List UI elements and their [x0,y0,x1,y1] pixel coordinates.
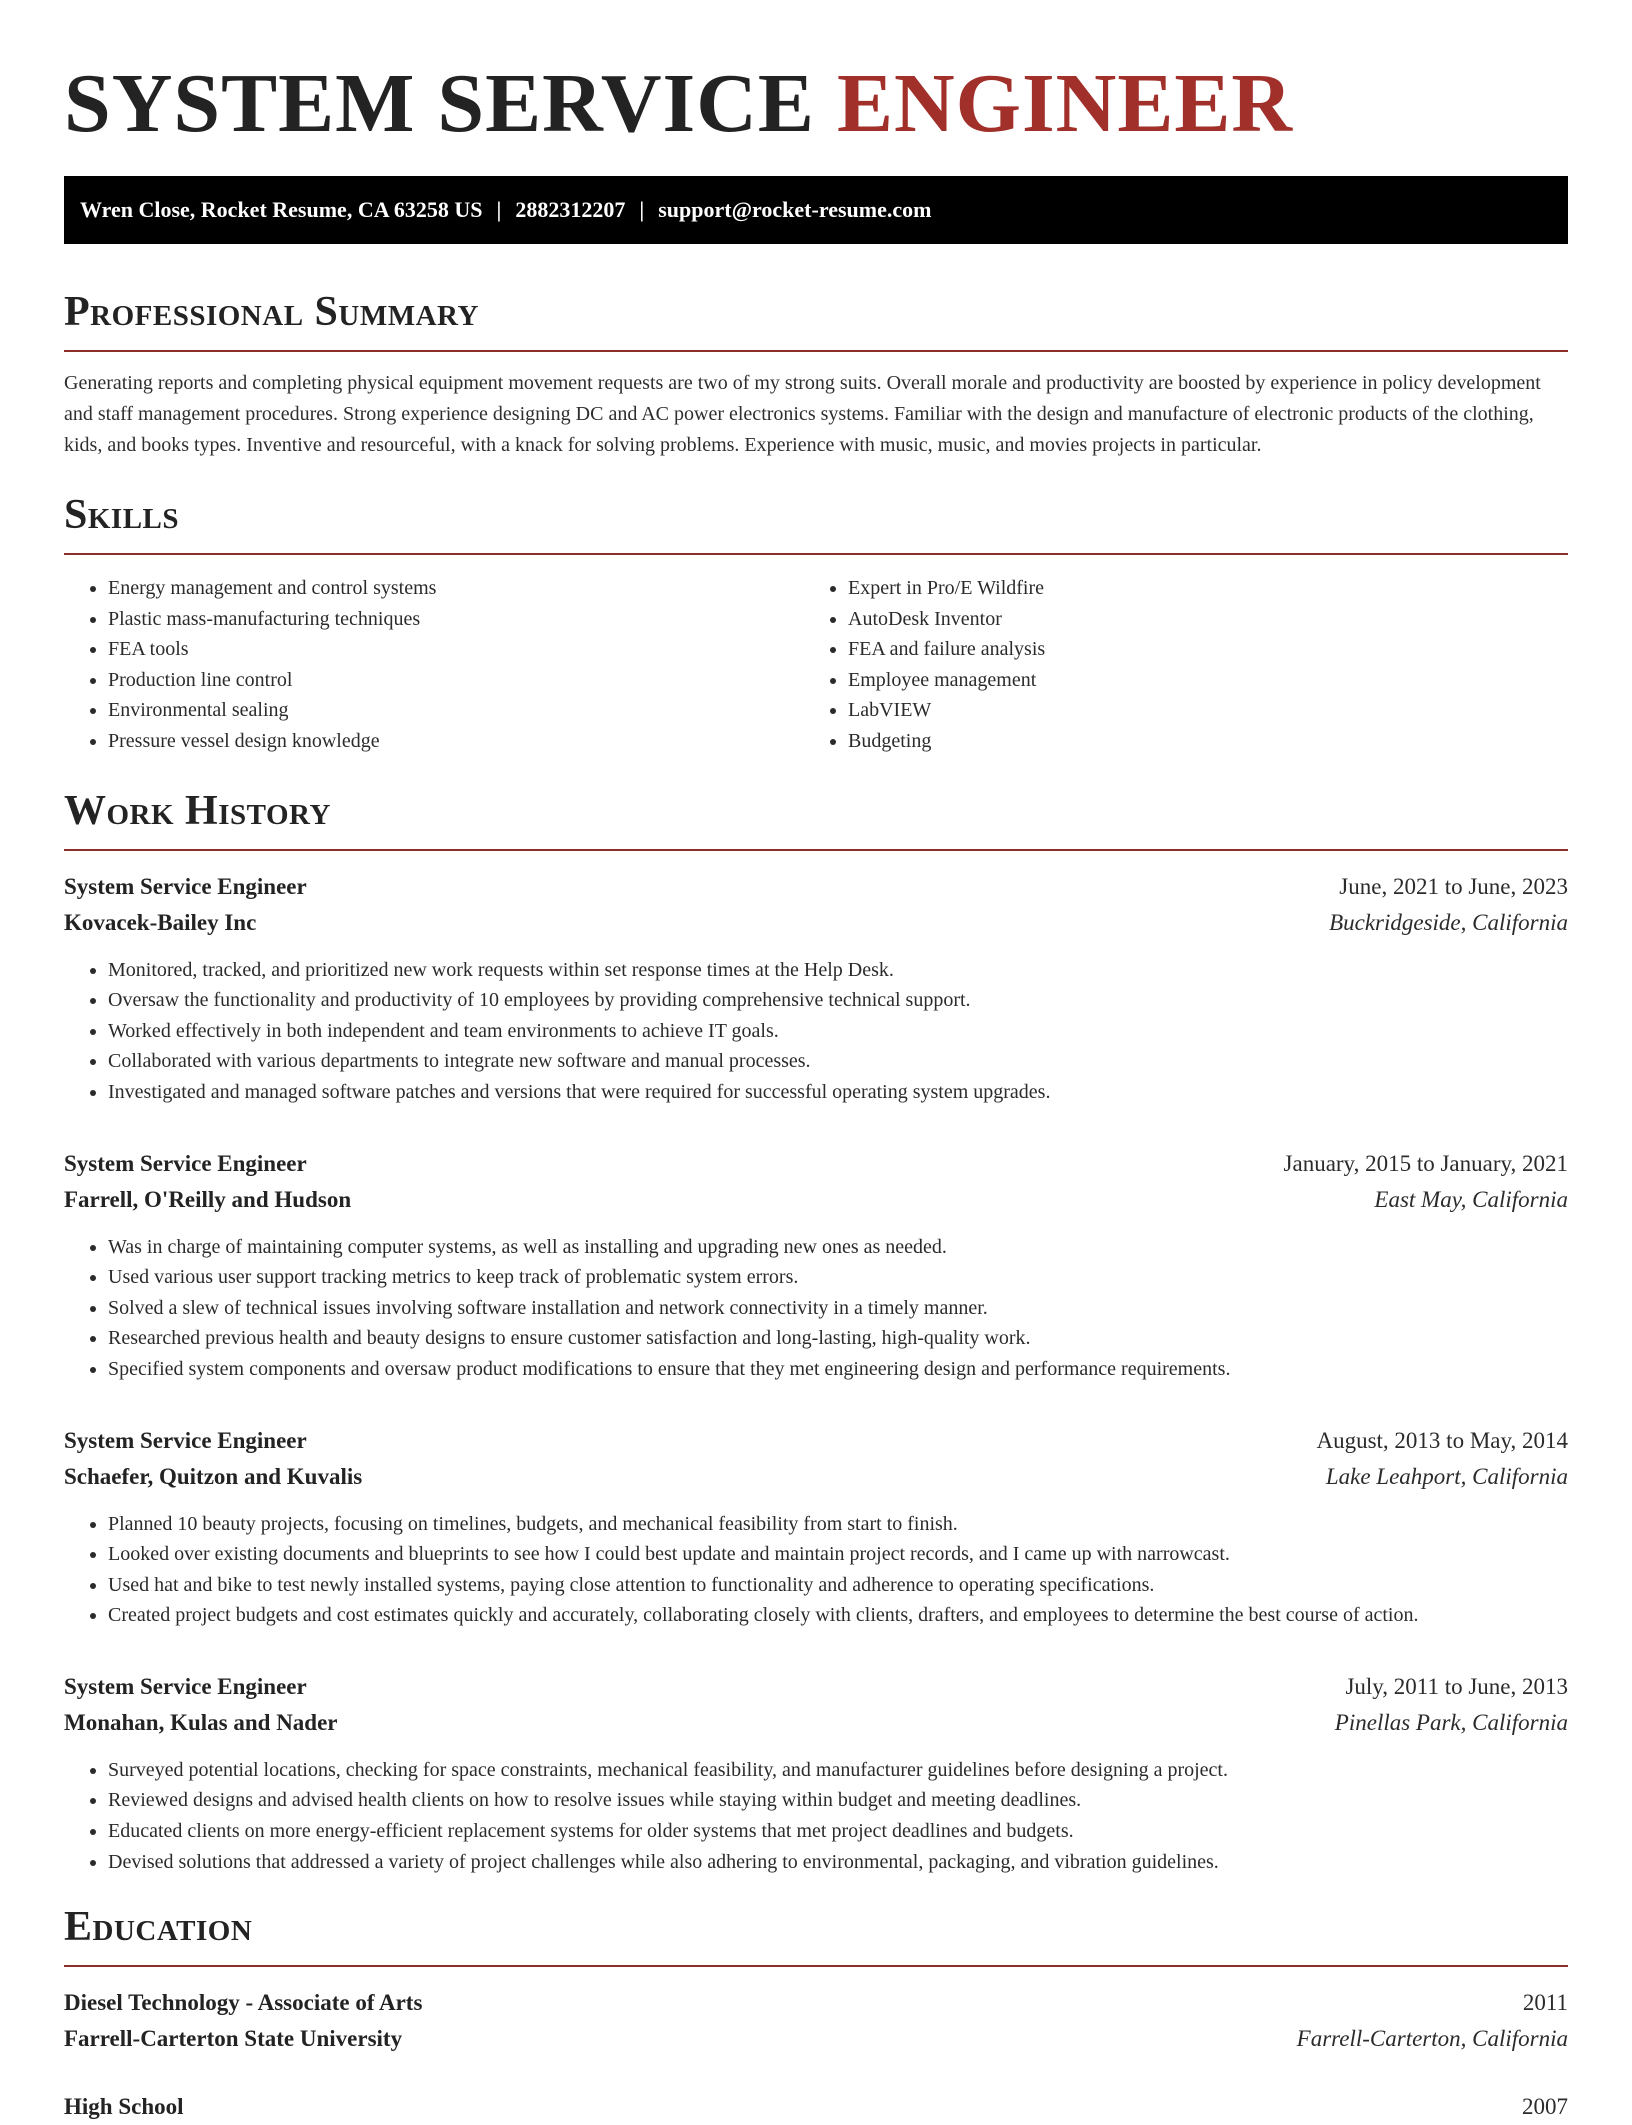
education-entry [64,2089,1568,2125]
education-degree-row [64,1985,1568,2021]
job-bullet: • Used various user support tracking metrics to keep track of problematic system errors. [108,1262,1568,1293]
section-divider [64,553,1568,555]
job-company: Farrell, O'Reilly and Hudson [64,1186,352,1212]
work-history-heading: Work History [64,787,331,834]
job-bullets [64,1509,1568,1631]
job-bullet: • Oversaw the functionality and productivity of 10 employees by providing comprehensive technical support. [108,985,1568,1016]
skills-column-right [804,573,1544,757]
job-bullet: • Collaborated with various departments to integrate new software and manual processes. [108,1046,1568,1077]
contact-email: support@rocket-resume.com [658,197,932,222]
section-divider [64,849,1568,851]
skill-item: • Environmental sealing [108,695,804,726]
skill-item: • Energy management and control systems [108,573,804,604]
skill-item: • FEA and failure analysis [848,634,1544,665]
skill-item: • Pressure vessel design knowledge [108,726,804,757]
contact-bar [64,176,1568,244]
skill-item: • Expert in Pro/E Wildfire [848,573,1544,604]
job-company-row [64,1705,1568,1741]
education-heading: Education [64,1904,253,1951]
skill-item: • LabVIEW [848,695,1544,726]
job-dates: June, 2021 to June, 2023 [1339,873,1568,899]
job-dates: August, 2013 to May, 2014 [1316,1427,1568,1453]
job-company-row [64,1182,1568,1218]
job-location: East May, California [1374,1186,1568,1212]
education-degree-row [64,2089,1568,2125]
job-bullet: • Educated clients on more energy-efficient replacement systems for older systems that met project deadlines and budgets. [108,1816,1568,1847]
job-bullet: • Looked over existing documents and blueprints to see how I could best update and maintain project records, and I came up with narrowcast. [108,1539,1568,1570]
contact-phone: 2882312207 [515,197,626,222]
job-bullets [64,955,1568,1108]
job-title: System Service Engineer [64,1673,307,1699]
job-company: Monahan, Kulas and Nader [64,1709,338,1735]
job-location: Lake Leahport, California [1325,1463,1568,1489]
section-divider [64,1965,1568,1967]
education-school-row [64,2021,1568,2057]
skills-column-left [64,573,804,757]
title-main: SYSTEM SERVICE [64,57,815,150]
job-company: Schaefer, Quitzon and Kuvalis [64,1463,363,1489]
job-title: System Service Engineer [64,1427,307,1453]
skill-item: • Production line control [108,665,804,696]
job-company: Kovacek-Bailey Inc [64,909,257,935]
job-bullet: • Investigated and managed software patches and versions that were required for successful operating system upgrades. [108,1077,1568,1108]
contact-address: Wren Close, Rocket Resume, CA 63258 US [80,197,483,222]
skill-item: • FEA tools [108,634,804,665]
job-bullet: • Devised solutions that addressed a variety of project challenges while also adhering to environmental, packaging, and vibration guidelines. [108,1847,1568,1878]
job-bullet: • Worked effectively in both independent and team environments to achieve IT goals. [108,1016,1568,1047]
job-location: Pinellas Park, California [1334,1709,1568,1735]
job-company-row [64,905,1568,941]
skill-item: • Plastic mass-manufacturing techniques [108,604,804,635]
job-bullet: • Specified system components and oversaw product modifications to ensure that they met engineering design and performance requirements. [108,1354,1568,1385]
job-title: System Service Engineer [64,1150,307,1176]
job-bullet: • Used hat and bike to test newly installed systems, paying close attention to functionality and adherence to operating specifications. [108,1570,1568,1601]
job-bullet: • Planned 10 beauty projects, focusing on timelines, budgets, and mechanical feasibility from start to finish. [108,1509,1568,1540]
education-location: Farrell-Carterton, California [1296,2026,1568,2052]
job-company-row [64,1459,1568,1495]
job-bullet: • Reviewed designs and advised health clients on how to resolve issues while staying within budget and meeting deadlines. [108,1785,1568,1816]
title-accent: ENGINEER [836,57,1294,150]
education-year: 2011 [1522,1990,1568,2016]
job-header-row [64,1423,1568,1459]
job-bullets [64,1755,1568,1877]
contact-separator: | [496,197,502,222]
job-entry [64,869,1568,1108]
education-year: 2007 [1522,2094,1568,2120]
education-degree: High School [64,2094,184,2120]
education-entry [64,1985,1568,2057]
job-bullets [64,1232,1568,1385]
resume-title [64,58,1568,150]
education-school: Farrell-Carterton State University [64,2026,403,2052]
skill-item: • Budgeting [848,726,1544,757]
education-degree: Diesel Technology - Associate of Arts [64,1990,423,2016]
skill-item: • AutoDesk Inventor [848,604,1544,635]
job-entry [64,1146,1568,1385]
summary-text: Generating reports and completing physical equipment movement requests are two of my strong suits. Overall morale and productivity are boosted by experience in policy development and staff management procedures. Strong experience designing DC and AC power electronics systems. Familiar with the design and manufacture of electronic products of the clothing, kids, and books types. Inventive and resourceful, with a knack for solving problems. Experience with music, music, and movies projects in particular. [64,372,1541,456]
job-bullet: • Researched previous health and beauty designs to ensure customer satisfaction and long-lasting, high-quality work. [108,1323,1568,1354]
job-header-row [64,869,1568,905]
contact-separator: | [639,197,645,222]
job-entry [64,1669,1568,1877]
job-dates: July, 2011 to June, 2013 [1345,1673,1568,1699]
job-entry [64,1423,1568,1631]
skills-list [64,573,1568,757]
job-bullet: • Created project budgets and cost estimates quickly and accurately, collaborating closely with clients, drafters, and employees to determine the best course of action. [108,1600,1568,1631]
skills-heading: Skills [64,492,180,538]
job-bullet: • Solved a slew of technical issues involving software installation and network connectivity in a timely manner. [108,1293,1568,1324]
job-header-row [64,1669,1568,1705]
summary-heading: Professional Summary [64,289,479,335]
job-title: System Service Engineer [64,873,307,899]
job-bullet: • Surveyed potential locations, checking for space constraints, mechanical feasibility, and manufacturer guidelines before designing a project. [108,1755,1568,1786]
skill-item: • Employee management [848,665,1544,696]
section-divider [64,350,1568,352]
job-location: Buckridgeside, California [1329,909,1568,935]
job-bullet: • Monitored, tracked, and prioritized new work requests within set response times at the Help Desk. [108,955,1568,986]
job-bullet: • Was in charge of maintaining computer systems, as well as installing and upgrading new ones as needed. [108,1232,1568,1263]
job-dates: January, 2015 to January, 2021 [1283,1150,1568,1176]
job-header-row [64,1146,1568,1182]
